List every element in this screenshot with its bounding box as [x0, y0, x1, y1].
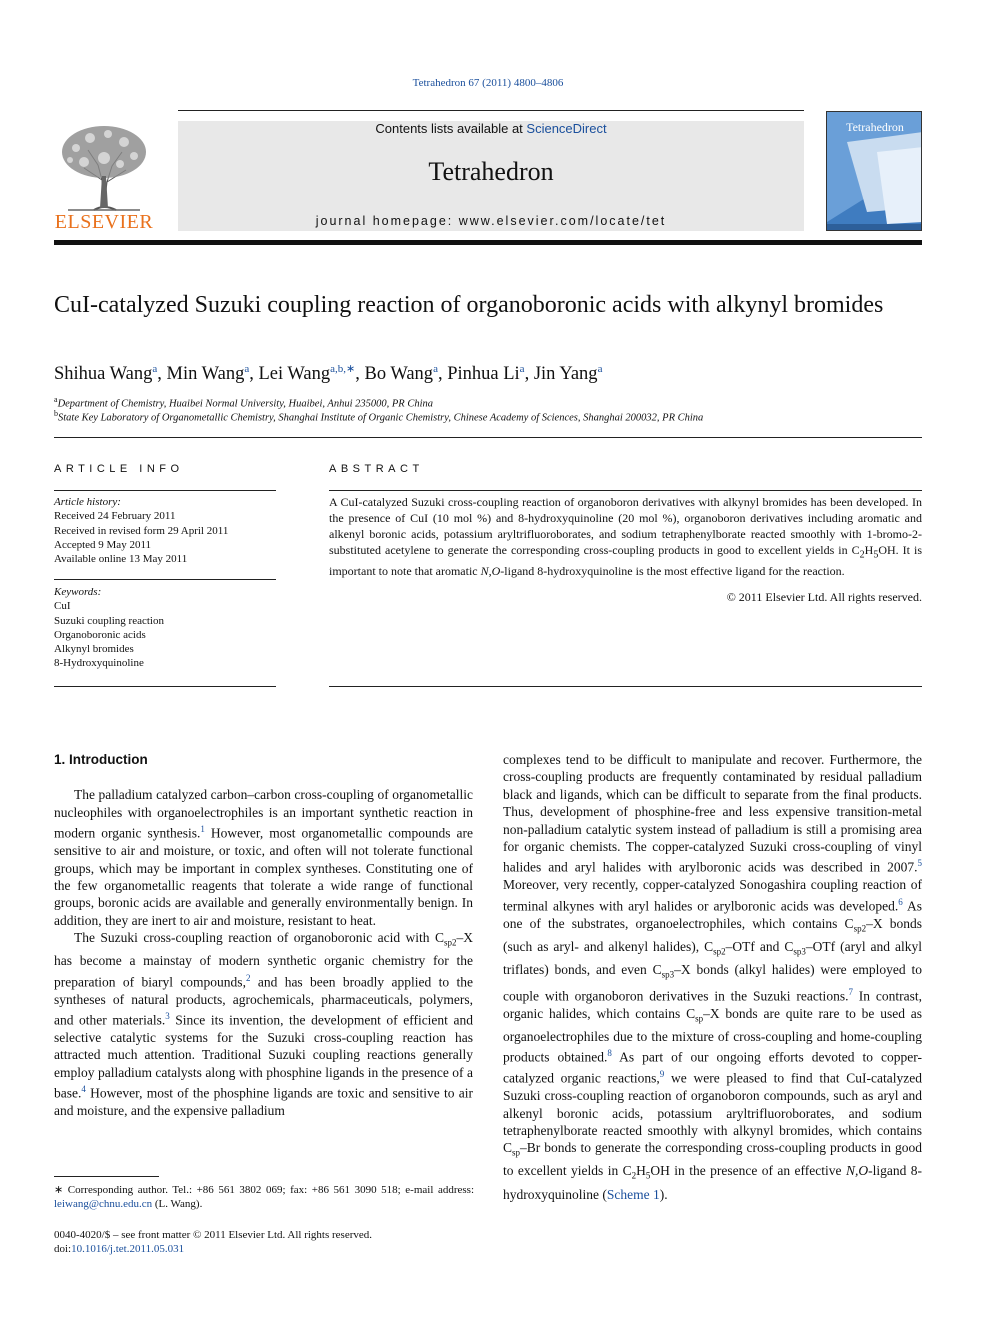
- journal-citation[interactable]: Tetrahedron 67 (2011) 4800–4806: [412, 77, 564, 89]
- author-email-link[interactable]: leiwang@chnu.edu.cn: [54, 1198, 153, 1210]
- author-affiliation-marker[interactable]: a,b,∗: [330, 363, 356, 375]
- body-paragraph: complexes tend to be difficult to manipulate and recover. Furthermore, the cross-coupling products are frequently contaminated by residual palladium black and ligands, which can be difficult to separate from the final products. Thus, development of phosphine-free and less expensive transition-metal non-palladium catalytic system instead of palladium is still a promising area for organic chemists. The copper-catalyzed Suzuki cross-coupling of vinyl halides and aryl halides with arylboronic acids was described in 2007.$^5$ Moreover, very recently, copper-catalyzed Sonogashira coupling reaction of terminal alkynes with aryl halides or arylboronic acids was developed.$^6$ As one of the substrates, organoelectrophiles, which contains $C_{sp2}-X$ bonds (such as aryl- and alkenyl halides), $C_{sp2}$–OTf and $C_{sp3}$–OTf (aryl and alkyl triflates) bonds, and even $C_{sp3}-X$ bonds (alkyl halides) were employed to couple with organoboron derivatives in the Suzuki reactions.$^7$ In contrast, organic halides, which contains $C_{sp}-X$ bonds are quite rare to be used as organoelectrophiles due to the mixture of cross-coupling and home-coupling products obtained.$^8$ As part of our ongoing efforts devoted to copper-catalyzed organic reactions,$^9$ we were pleased to find that CuI-catalyzed Suzuki cross-coupling reaction of organoboron compounds, such as aryl and alkenyl boronic acids, potassium aryltrifluoroborates, and sodium tetraphenylborate reacted smoothly with alkynyl bromides, which contains $C_{sp}-Br$ bonds to generate the corresponding cross-coupling products in good to excellent yields in $C_2H_5OH$ in the presence of an effective N,O-ligand 8-hydroxyquinoline (Scheme 1).: [503, 752, 923, 1202]
- keyword: Alkynyl bromides: [54, 643, 134, 656]
- article-info-bottom-rule: [54, 686, 276, 687]
- reference-link[interactable]: 1: [200, 824, 205, 835]
- reference-link[interactable]: 5: [917, 858, 922, 869]
- affiliation-marker: a: [54, 395, 58, 404]
- keywords-block: [54, 585, 276, 671]
- footnote-rule: [54, 1176, 159, 1177]
- body-column-left: [54, 751, 473, 1119]
- reference-link[interactable]: 6: [898, 896, 903, 907]
- history-accepted: Accepted 9 May 2011: [54, 538, 152, 551]
- doi-link[interactable]: 10.1016/j.tet.2011.05.031: [71, 1243, 185, 1255]
- sciencedirect-link[interactable]: ScienceDirect: [526, 121, 607, 136]
- author-affiliation-marker[interactable]: a: [152, 363, 158, 375]
- article-title: CuI-catalyzed Suzuki coupling reaction of organoboronic acids with alkynyl bromides: [54, 292, 884, 318]
- keyword: Organoboronic acids: [54, 628, 146, 641]
- section-heading-introduction: 1. Introduction: [54, 752, 148, 767]
- body-paragraph: The palladium catalyzed carbon–carbon cross-coupling of organometallic nucleophiles with organoelectrophiles is an important synthetic reaction in modern organic synthesis.$^1$ However, most organometallic compounds are sensitive to air and moisture, or toxic, and often will not tolerate functional groups, which may be important in complex syntheses. Constituting one of the few organometallic reagents that tolerate a wide range of functional groups, boronic acids are available and generally environmentally benign. In addition, they are inert to air and moisture, resistant to heat.: [54, 787, 473, 928]
- scheme-link[interactable]: Scheme 1: [606, 1186, 660, 1202]
- affiliation-b: [54, 409, 922, 424]
- article-history-label: Article history:: [54, 496, 121, 508]
- header-thick-rule: [54, 240, 922, 245]
- affiliation-rule: [54, 437, 922, 438]
- author-affiliation-marker[interactable]: a: [597, 363, 603, 375]
- author-name[interactable]: Shihua Wang: [54, 364, 153, 385]
- keyword: CuI: [54, 600, 71, 613]
- issn-doi-block: [54, 1228, 474, 1256]
- reference-link[interactable]: 2: [245, 972, 251, 983]
- contents-prefix: Contents lists available at: [375, 121, 527, 136]
- journal-homepage[interactable]: journal homepage: www.elsevier.com/locate/tet: [315, 214, 667, 228]
- author-affiliation-marker[interactable]: a: [244, 363, 250, 375]
- author-name[interactable]: Bo Wang: [364, 364, 434, 385]
- doi-line: doi:10.1016/j.tet.2011.05.031: [54, 1243, 185, 1255]
- article-history: [54, 495, 276, 566]
- author-name[interactable]: Min Wang: [166, 364, 245, 385]
- author-name[interactable]: Lei Wang: [258, 364, 331, 385]
- author-affiliation-marker[interactable]: a: [519, 363, 525, 375]
- body-paragraph: The Suzuki cross-coupling reaction of organoboronic acid with $C_{sp2}-X$ has become a mainstay of modern synthetic organic chemistry for the preparation of biaryl compounds,$^2$ and has been broadly applied to the syntheses of natural products, agrochemicals, pharmaceuticals, polymers, and other materials.$^3$ Since its invention, the development of efficient and selective catalytic systems for the Suzuki cross-coupling reaction has attracted much attention. Traditional Suzuki coupling reactions generally employ palladium catalysts along with phosphine ligands in the presence of a base.$^4$ However, most of the phosphine ligands are toxic and sensitive to air and moisture, and the expensive palladium: [54, 930, 473, 1118]
- keyword: Suzuki coupling reaction: [54, 614, 164, 627]
- abstract-bottom-rule: [329, 686, 922, 687]
- affiliation-text: State Key Laboratory of Organometallic Chemistry, Shanghai Institute of Organic Chemistry, Chinese Academy of Sciences, Shanghai 200032, PR China: [58, 412, 704, 424]
- affiliation-text: Department of Chemistry, Huaibei Normal University, Huaibei, Anhui 235000, PR China: [57, 398, 434, 410]
- author-name[interactable]: Pinhua Li: [447, 364, 520, 385]
- body-column-right: [503, 751, 922, 1203]
- keyword: 8-Hydroxyquinoline: [54, 657, 144, 670]
- reference-link[interactable]: 3: [165, 1010, 170, 1021]
- abstract-copyright: © 2011 Elsevier Ltd. All rights reserved.: [726, 590, 922, 604]
- elsevier-wordmark: ELSEVIER: [54, 211, 154, 233]
- keywords-label: Keywords:: [54, 586, 102, 598]
- journal-cover-thumbnail: [826, 111, 922, 231]
- author-list: Shihua Wang$^a$, Min Wang$^a$, Lei Wang$^{a,b,∗}$, Bo Wang$^a$, Pinhua Li$^a$, Jin Yang$^a$: [54, 363, 603, 385]
- history-online: Available online 13 May 2011: [54, 553, 188, 566]
- keywords-rule: [54, 579, 276, 580]
- author-name[interactable]: Jin Yang: [533, 364, 598, 385]
- cover-title: Tetrahedron: [846, 120, 904, 134]
- history-received: Received 24 February 2011: [54, 510, 176, 523]
- journal-name: Tetrahedron: [428, 157, 554, 186]
- article-info-rule: [54, 490, 276, 491]
- reference-link[interactable]: 4: [81, 1084, 86, 1095]
- author-affiliation-marker[interactable]: a: [433, 363, 438, 375]
- abstract-text: A CuI-catalyzed Suzuki cross-coupling reaction of organoboron derivatives with alkynyl bromides has been developed. In the presence of CuI (10 mol %) and 8-hydroxyquinoline (20 mol %), organoboron derivatives including aromatic and alkenyl boronic acids, potassium aryltrifluoroborates, and sodium tetraphenylborate reacted smoothly with 1-bromo-2-substituted acetylene to generate the corresponding cross-coupling products in good to excellent yields in $C_2H_5OH$. It is important to note that aromatic N,O-ligand 8-hydroxyquinoline is the most effective ligand for the reaction.: [329, 495, 922, 579]
- reference-link[interactable]: 9: [659, 1069, 665, 1080]
- article-info-heading: ARTICLE INFO: [54, 463, 184, 475]
- history-revised: Received in revised form 29 April 2011: [54, 524, 229, 537]
- affiliation-marker: b: [54, 409, 58, 418]
- header-top-rule: [178, 110, 804, 111]
- reference-link[interactable]: 8: [607, 1048, 612, 1059]
- corresponding-author-footnote: ∗ Corresponding author. Tel.: +86 561 3802 069; fax: +86 561 3090 518; e-mail address: leiwang@chnu.edu.cn (L. Wang).: [54, 1184, 474, 1210]
- affiliation-a: [54, 395, 922, 410]
- issn-line: 0040-4020/$ – see front matter © 2011 Elsevier Ltd. All rights reserved.: [54, 1229, 373, 1241]
- abstract-rule: [329, 490, 922, 491]
- abstract-heading: ABSTRACT: [329, 463, 424, 475]
- contents-available-line: [178, 121, 804, 136]
- reference-link[interactable]: 7: [848, 986, 853, 997]
